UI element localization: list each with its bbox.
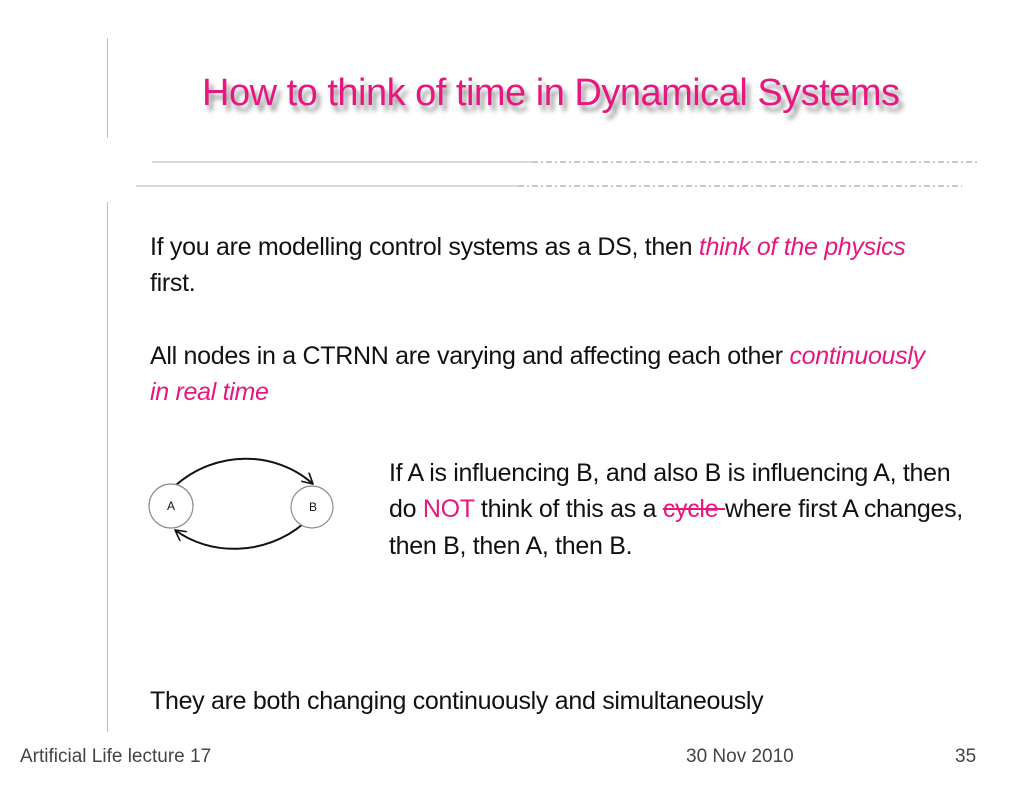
paragraph-ctrnn <box>150 338 950 411</box>
title-underline-rules <box>0 0 1024 200</box>
paragraph-cycle-text: If A is influencing B, and also B is influencing A, then do <box>389 459 951 524</box>
paragraph-cycle-tail: where first A changes, then B, then A, then B. <box>389 495 963 560</box>
footer-lecture: Artificial Life lecture 17 <box>20 746 212 767</box>
arrow-b-to-a <box>175 524 303 549</box>
node-b-label: B <box>308 500 318 514</box>
struck-word-cycle: cycle <box>662 495 725 524</box>
paragraph-cycle-mid: think of this as a <box>474 495 663 524</box>
paragraph-physics <box>150 229 940 302</box>
paragraph-simultaneous: They are both changing continuously and simultaneously <box>150 687 764 715</box>
footer-page-number: 35 <box>955 746 977 767</box>
paragraph-physics-emphasis: think of the physics <box>698 233 906 261</box>
paragraph-cycle <box>389 455 964 564</box>
paragraph-ctrnn-text: All nodes in a CTRNN are varying and affecting each other <box>150 342 790 370</box>
left-vertical-rule-bottom <box>107 202 108 732</box>
mutual-influence-diagram <box>135 450 355 560</box>
arrow-a-to-b <box>175 459 313 486</box>
paragraph-ctrnn-emphasis: continuously in real time <box>150 342 925 407</box>
not-emphasis: NOT <box>422 495 475 524</box>
footer-date: 30 Nov 2010 <box>686 746 794 767</box>
paragraph-physics-text: If you are modelling control systems as a DS, then <box>150 233 699 261</box>
slide-title: How to think of time in Dynamical Systems <box>202 72 900 114</box>
paragraph-physics-tail: first. <box>150 269 196 298</box>
node-a-label: A <box>166 499 176 513</box>
